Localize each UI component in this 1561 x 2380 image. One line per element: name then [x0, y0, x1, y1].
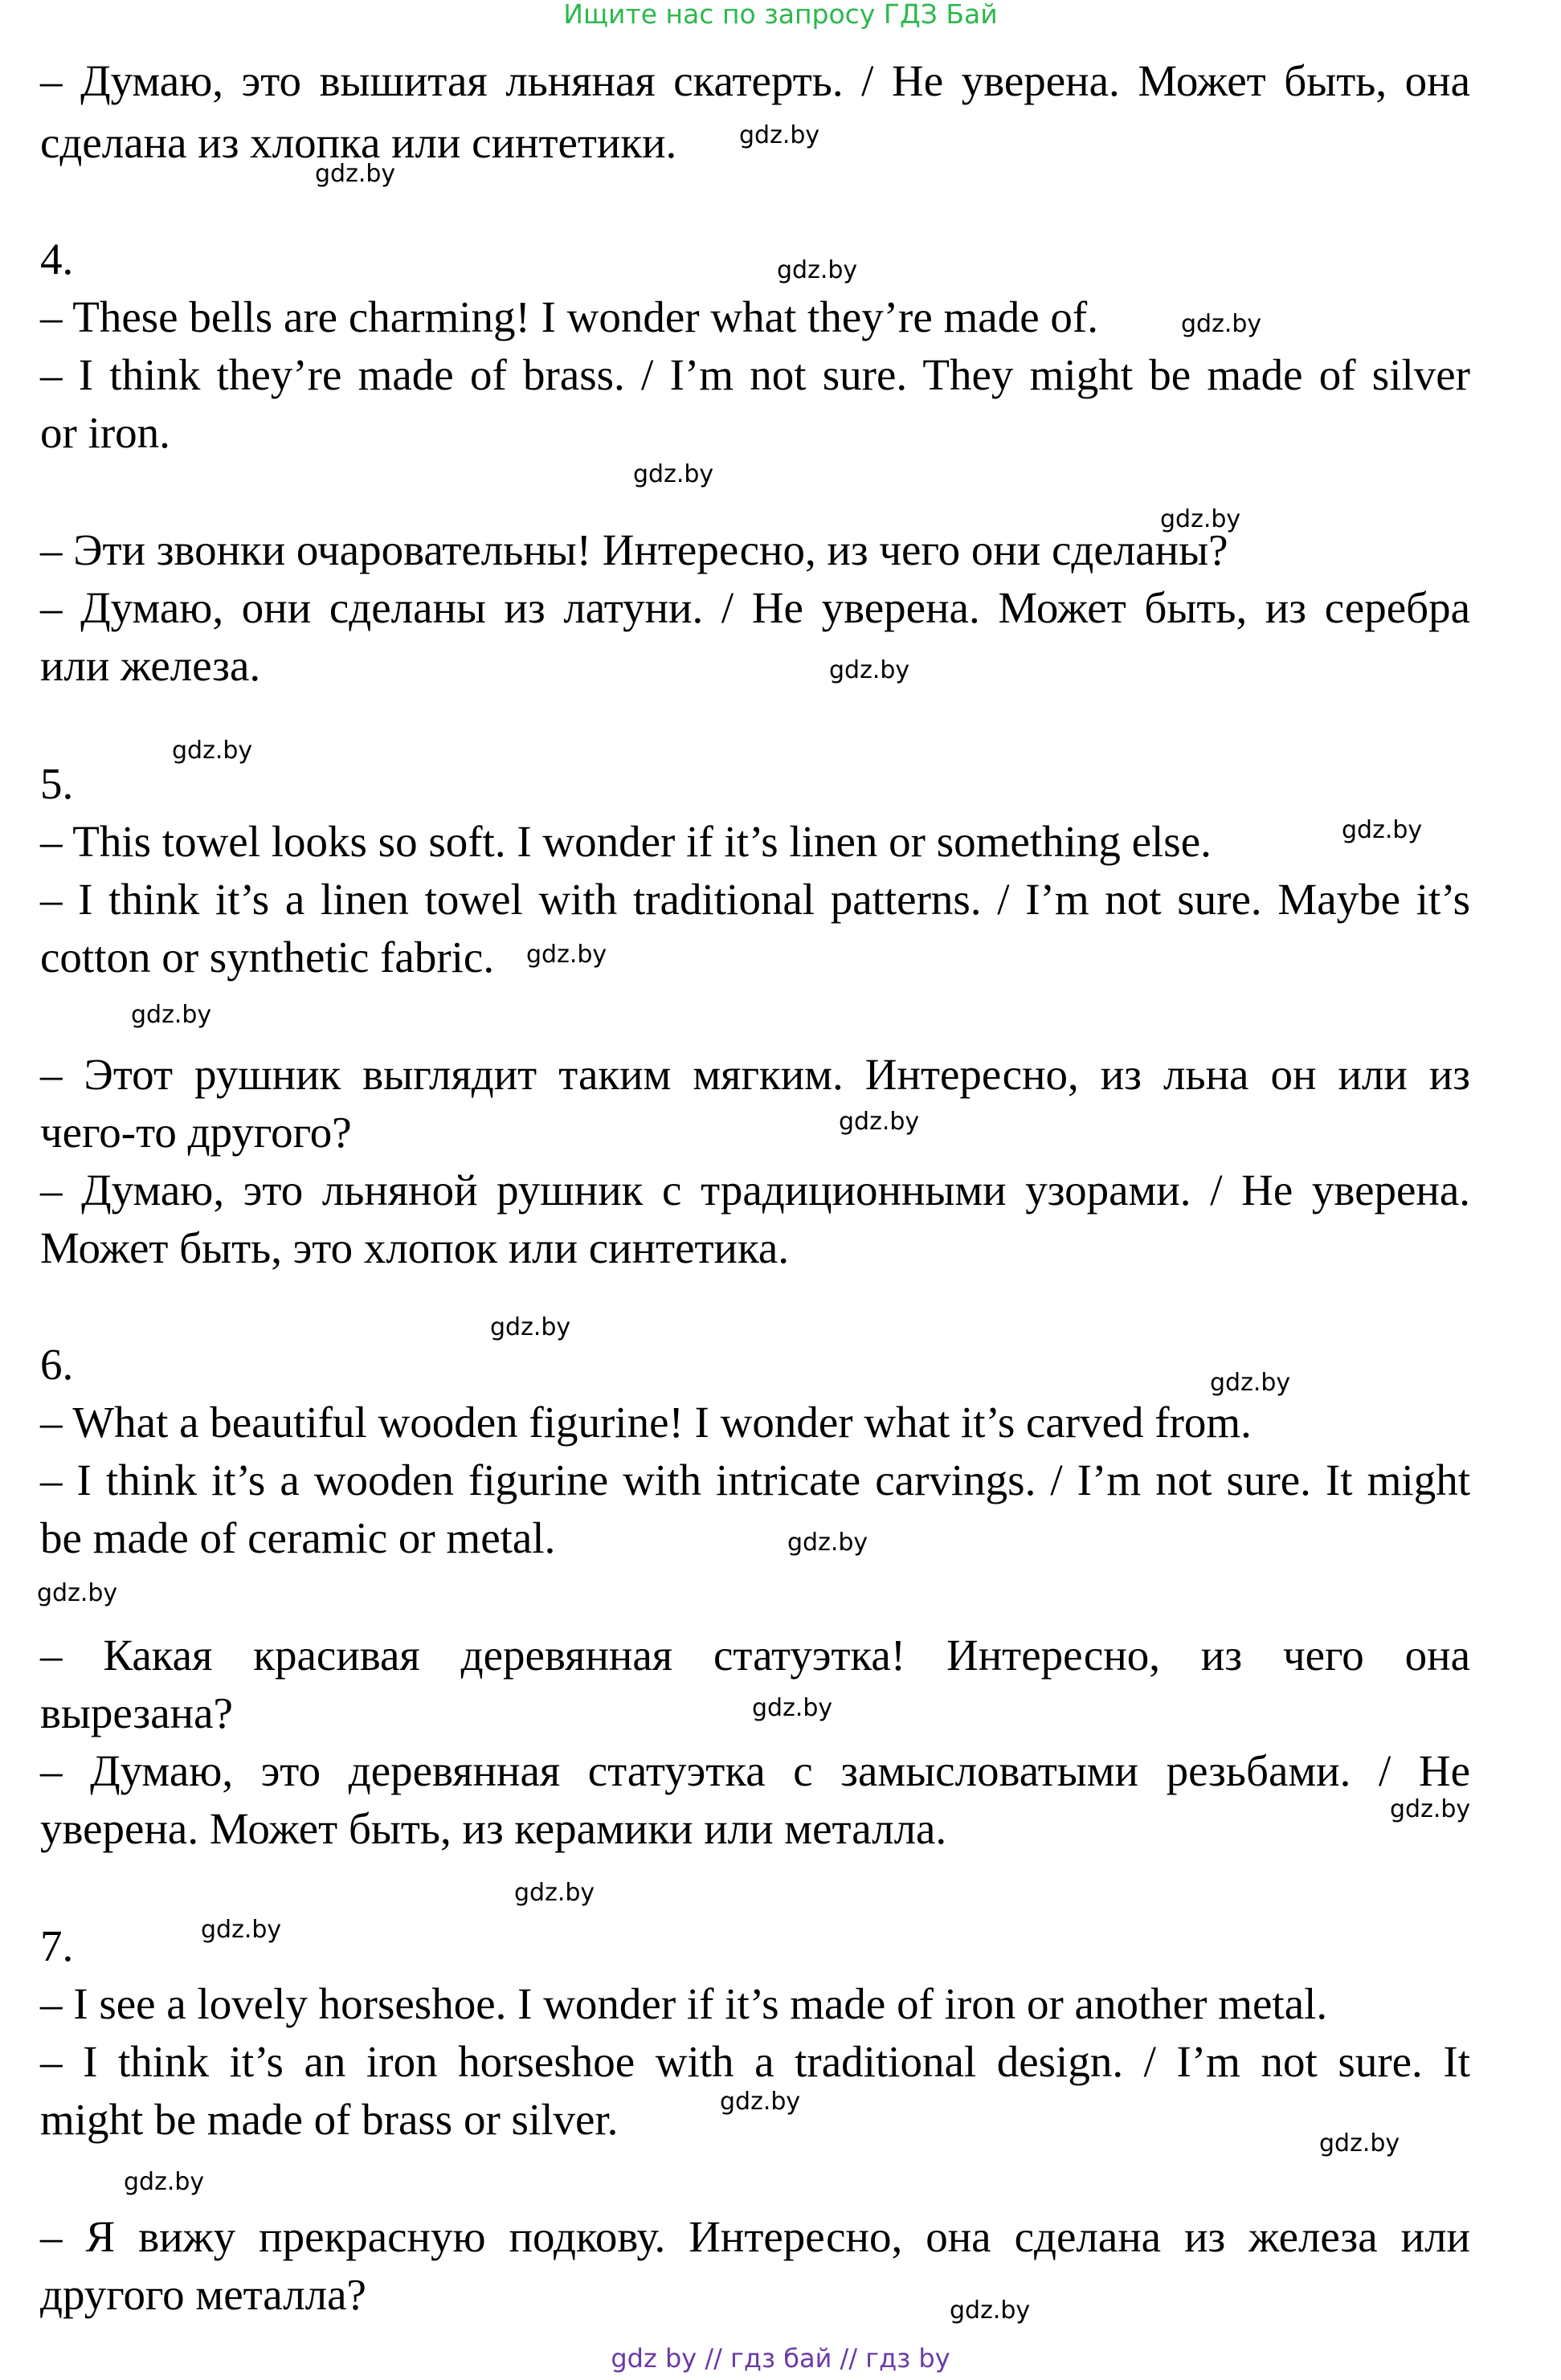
watermark: gdz.by	[829, 656, 910, 684]
watermark: gdz.by	[752, 1694, 833, 1722]
text-line: вырезана?	[40, 1688, 233, 1737]
watermark: gdz.by	[950, 2296, 1031, 2325]
text-line: – Эти звонки очаровательны! Интересно, из чего они сделаны?	[40, 525, 1228, 574]
watermark: gdz.by	[739, 121, 820, 149]
watermark: gdz.by	[201, 1916, 282, 1944]
watermark: gdz.by	[1181, 310, 1262, 338]
watermark: gdz.by	[1160, 505, 1241, 533]
text-line: might be made of brass or silver.	[40, 2095, 619, 2144]
watermark: gdz.by	[633, 460, 714, 488]
text-line: – Какая красивая деревянная статуэтка! Интересно, из чего она	[40, 1631, 1470, 1680]
text-line: другого металла?	[40, 2270, 366, 2319]
text-line: – Думаю, это льняной рушник с традиционными узорами. / Не уверена.	[40, 1166, 1470, 1214]
text-line: – I think it’s a linen towel with traditional patterns. / I’m not sure. Maybe it’s	[40, 875, 1470, 924]
watermark: gdz.by	[1342, 816, 1423, 844]
text-line: Может быть, это хлопок или синтетика.	[40, 1223, 790, 1272]
page-header-banner: Ищите нас по запросу ГДЗ Бай	[563, 0, 998, 30]
text-line: – I think it’s an iron horseshoe with a traditional design. / I’m not sure. It	[40, 2037, 1470, 2086]
watermark: gdz.by	[131, 1001, 212, 1029]
exercise-number: 4.	[40, 235, 74, 284]
text-line: – Думаю, они сделаны из латуни. / Не уверена. Может быть, из серебра	[40, 583, 1470, 632]
text-line: уверена. Может быть, из керамики или металла.	[40, 1804, 947, 1853]
watermark: gdz.by	[1210, 1369, 1291, 1397]
page-footer-links: gdz by // гдз бай // гдз by	[611, 2343, 950, 2374]
text-line: – Думаю, это деревянная статуэтка с замысловатыми резьбами. / Не	[40, 1746, 1470, 1795]
watermark: gdz.by	[37, 1579, 118, 1607]
text-line: – I think they’re made of brass. / I’m not sure. They might be made of silver	[40, 350, 1470, 399]
watermark: gdz.by	[777, 256, 858, 284]
watermark: gdz.by	[124, 2168, 205, 2196]
watermark: gdz.by	[315, 160, 396, 188]
text-line: – Я вижу прекрасную подкову. Интересно, она сделана из железа или	[40, 2212, 1470, 2261]
text-line: чего-то другого?	[40, 1108, 352, 1157]
text-line: – What a beautiful wooden figurine! I wonder what it’s carved from.	[40, 1398, 1252, 1447]
text-line: или железа.	[40, 641, 261, 690]
exercise-number: 5.	[40, 759, 74, 808]
watermark: gdz.by	[1390, 1795, 1471, 1823]
text-line: cotton or synthetic fabric.	[40, 933, 495, 982]
exercise-number: 7.	[40, 1921, 74, 1970]
text-line: сделана из хлопка или синтетики.	[40, 118, 677, 167]
text-line: – Думаю, это вышитая льняная скатерть. / Не уверена. Может быть, она	[40, 56, 1470, 105]
watermark: gdz.by	[514, 1879, 595, 1907]
watermark: gdz.by	[526, 941, 607, 969]
text-line: – These bells are charming! I wonder what they’re made of.	[40, 292, 1098, 341]
exercise-number: 6.	[40, 1340, 74, 1389]
text-line: – I see a lovely horseshoe. I wonder if it’s made of iron or another metal.	[40, 1979, 1328, 2028]
text-line: – I think it’s a wooden figurine with intricate carvings. / I’m not sure. It might	[40, 1455, 1470, 1504]
text-line: be made of ceramic or metal.	[40, 1513, 556, 1562]
watermark: gdz.by	[1319, 2129, 1400, 2158]
watermark: gdz.by	[172, 737, 253, 765]
text-line: – This towel looks so soft. I wonder if it’s linen or something else.	[40, 817, 1212, 866]
watermark: gdz.by	[839, 1108, 920, 1136]
watermark: gdz.by	[720, 2088, 801, 2116]
text-line: – Этот рушник выглядит таким мягким. Интересно, из льна он или из	[40, 1050, 1470, 1099]
watermark: gdz.by	[490, 1313, 571, 1341]
watermark: gdz.by	[787, 1529, 868, 1557]
text-line: or iron.	[40, 408, 170, 457]
